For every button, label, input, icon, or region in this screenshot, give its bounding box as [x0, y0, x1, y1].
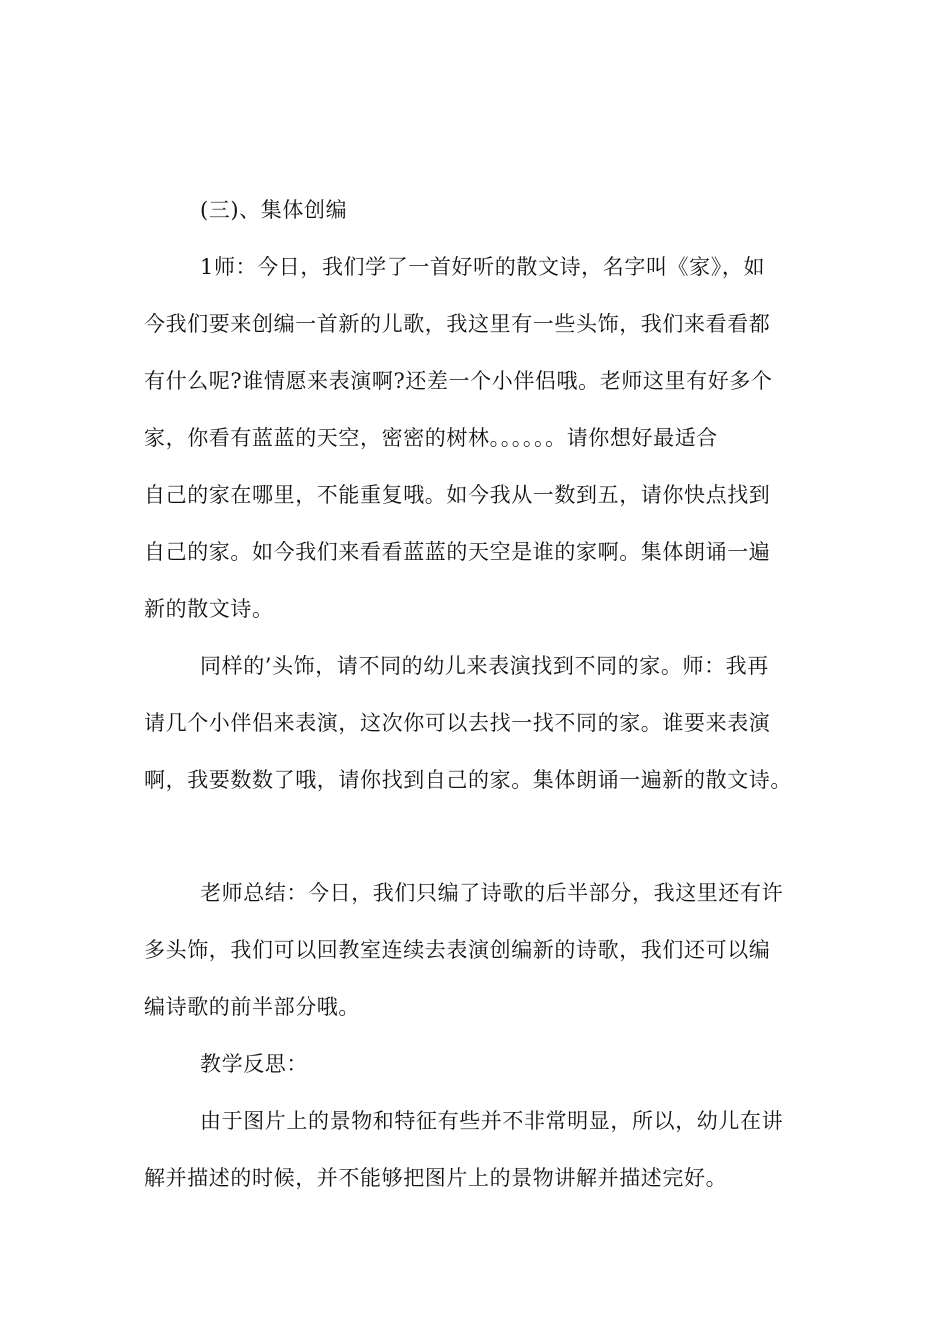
paragraph-line: 家，你看有蓝蓝的天空，密密的树林。。。。。。请你想好最适合: [144, 426, 718, 450]
paragraph-line: 由于图片上的景物和特征有些并不非常明显，所以，幼儿在讲: [200, 1109, 784, 1133]
paragraph-line: 请几个小伴侣来表演，这次你可以去找一找不同的家。谁要来表演: [144, 711, 771, 735]
paragraph-line: 今我们要来创编一首新的儿歌，我这里有一些头饰，我们来看看都: [144, 312, 771, 336]
paragraph-line: 老师总结：今日，我们只编了诗歌的后半部分，我这里还有许: [200, 881, 784, 905]
paragraph-line: 多头饰，我们可以回教室连续去表演创编新的诗歌，我们还可以编: [144, 938, 771, 962]
reflection-heading: 教学反思：: [200, 1052, 308, 1076]
section-heading: (三)、集体创编: [200, 198, 348, 222]
paragraph-line: 解并描述的时候，并不能够把图片上的景物讲解并描述完好。: [144, 1166, 728, 1190]
paragraph-line: 同样的’头饰，请不同的幼儿来表演找到不同的家。师：我再: [200, 654, 769, 678]
paragraph-line: 有什么呢?谁情愿来表演啊?还差一个小伴侣哦。老师这里有好多个: [144, 369, 773, 393]
paragraph-line: 自己的家。如今我们来看看蓝蓝的天空是谁的家啊。集体朗诵一遍: [144, 540, 771, 564]
paragraph-line: 编诗歌的前半部分哦。: [144, 995, 360, 1019]
paragraph-line: 1师：今日，我们学了一首好听的散文诗，名字叫《家》，如: [200, 255, 766, 279]
paragraph-line: 自己的家在哪里，不能重复哦。如今我从一数到五，请你快点找到: [144, 483, 771, 507]
paragraph-line: 啊，我要数数了哦，请你找到自己的家。集体朗诵一遍新的散文诗。: [144, 768, 792, 792]
paragraph-line: 新的散文诗。: [144, 597, 274, 621]
